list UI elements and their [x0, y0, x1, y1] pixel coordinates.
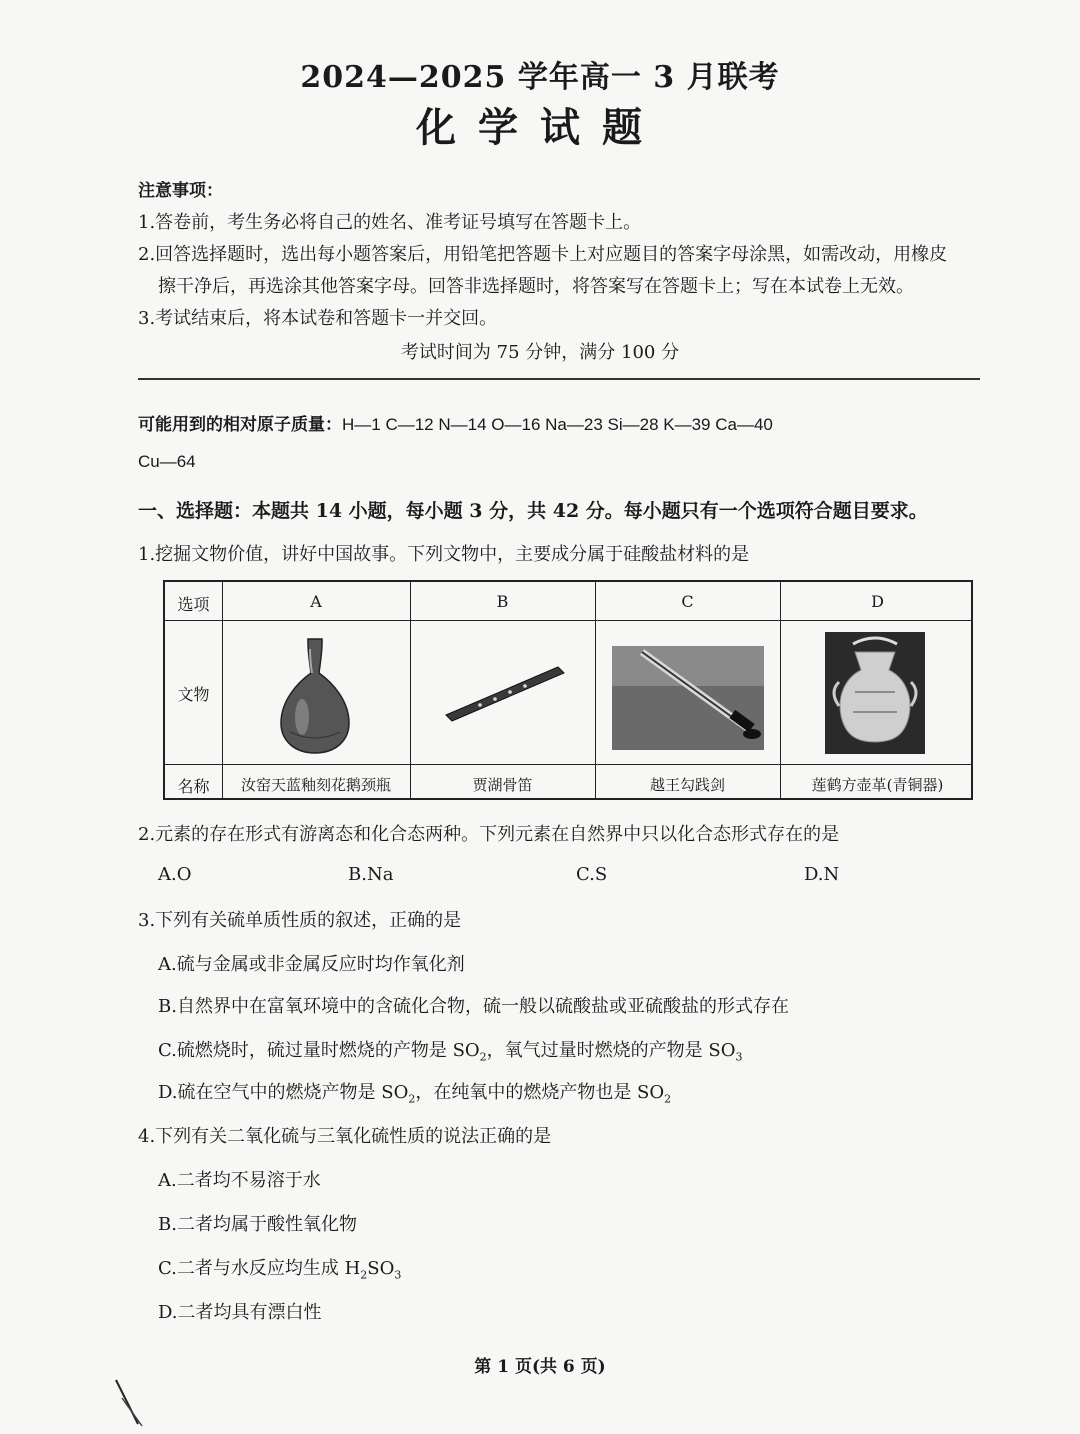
note-item-1: 1.答卷前，考生务必将自己的姓名、准考证号填写在答题卡上。 [138, 212, 642, 233]
sword-image [612, 646, 764, 750]
option-a: A [310, 592, 322, 611]
q1-stem: 1.挖掘文物价值，讲好中国故事。下列文物中，主要成分属于硅酸盐材料的是 [138, 544, 750, 565]
q4-c-sub2: 3 [394, 1268, 402, 1282]
atomic-masses-values: H—1 C—12 N—14 O—16 Na—23 Si—28 K—39 Ca—40 [342, 415, 773, 434]
q3-stem: 3.下列有关硫单质性质的叙述，正确的是 [138, 910, 462, 931]
q2-stem: 2.元素的存在形式有游离态和化合态两种。下列元素在自然界中只以化合态形式存在的是 [138, 824, 840, 845]
q2-option-b: B.Na [348, 864, 394, 885]
q4-c-sub1: 2 [360, 1268, 368, 1282]
name-d: 莲鹤方壶革(青铜器) [811, 776, 944, 794]
atomic-masses [138, 410, 773, 435]
q3-d-sub2: 2 [664, 1092, 672, 1106]
scan-mark [112, 1378, 152, 1430]
note-item-3: 3.考试结束后，将本试卷和答题卡一并交回。 [138, 308, 498, 329]
q3-option-c [158, 1036, 742, 1064]
atomic-masses-line2: Cu—64 [138, 452, 196, 471]
q3-c-text2: ，氧气过量时燃烧的产物是 SO [486, 1040, 736, 1061]
q1-table [163, 580, 973, 800]
exam-info: 考试时间为 75 分钟，满分 100 分 [400, 342, 680, 363]
q2-option-c: C.S [576, 864, 608, 885]
notes-heading: 注意事项： [138, 181, 223, 201]
q4-stem: 4.下列有关二氧化硫与三氧化硫性质的说法正确的是 [138, 1126, 552, 1147]
q2-option-d: D.N [804, 864, 840, 885]
q3-c-sub2: 3 [735, 1050, 743, 1064]
divider [138, 378, 980, 380]
q2-option-a: A.O [158, 864, 192, 885]
q3-option-d [158, 1078, 671, 1106]
q3-option-a: A.硫与金属或非金属反应时均作氧化剂 [158, 954, 465, 975]
q3-c-text1: C.硫燃烧时，硫过量时燃烧的产物是 SO [158, 1040, 480, 1061]
vase-image [270, 637, 360, 757]
subject-title: 化学试题 [416, 104, 664, 151]
q4-option-c [158, 1254, 401, 1282]
q4-c-text1: C.二者与水反应均生成 H [158, 1258, 361, 1279]
q4-option-b: B.二者均属于酸性氧化物 [158, 1214, 357, 1235]
q3-option-b: B.自然界中在富氧环境中的含硫化合物，硫一般以硫酸盐或亚硫酸盐的形式存在 [158, 996, 789, 1017]
row-label-option: 选项 [177, 595, 210, 614]
q4-c-text2: SO [367, 1258, 395, 1279]
option-b: B [496, 592, 509, 611]
q4-option-d: D.二者均具有漂白性 [158, 1302, 322, 1323]
option-c: C [681, 592, 694, 611]
row-label-artifact: 文物 [177, 685, 210, 704]
q4-option-a: A.二者均不易溶于水 [158, 1170, 321, 1191]
note-item-2-cont: 擦干净后，再选涂其他答案字母。回答非选择题时，将答案写在答题卡上；写在本试卷上无效。 [158, 276, 914, 297]
bone-flute-image [440, 657, 570, 727]
q3-d-text1: D.硫在空气中的燃烧产物是 SO [158, 1082, 409, 1103]
row-label-name: 名称 [177, 777, 210, 796]
q3-c-sub1: 2 [479, 1050, 487, 1064]
option-d: D [871, 592, 884, 611]
note-item-2: 2.回答选择题时，选出每小题答案后，用铅笔把答题卡上对应题目的答案字母涂黑，如需改动，用橡皮 [138, 244, 948, 265]
name-a: 汝窑天蓝釉刻花鹅颈瓶 [240, 776, 391, 794]
q3-d-text2: ，在纯氧中的燃烧产物也是 SO [415, 1082, 665, 1103]
q3-d-sub1: 2 [408, 1092, 416, 1106]
atomic-masses-label: 可能用到的相对原子质量： [138, 415, 342, 435]
name-b: 贾湖骨笛 [472, 776, 533, 794]
name-c: 越王勾践剑 [649, 776, 725, 794]
section-heading: 一、选择题：本题共 14 小题，每小题 3 分，共 42 分。每小题只有一个选项符合题目要求。 [138, 500, 928, 522]
bronze-pot-image [825, 632, 925, 754]
exam-title: 2024—2025 学年高一 3 月联考 [300, 60, 780, 95]
page-number: 第 1 页(共 6 页) [474, 1357, 606, 1377]
